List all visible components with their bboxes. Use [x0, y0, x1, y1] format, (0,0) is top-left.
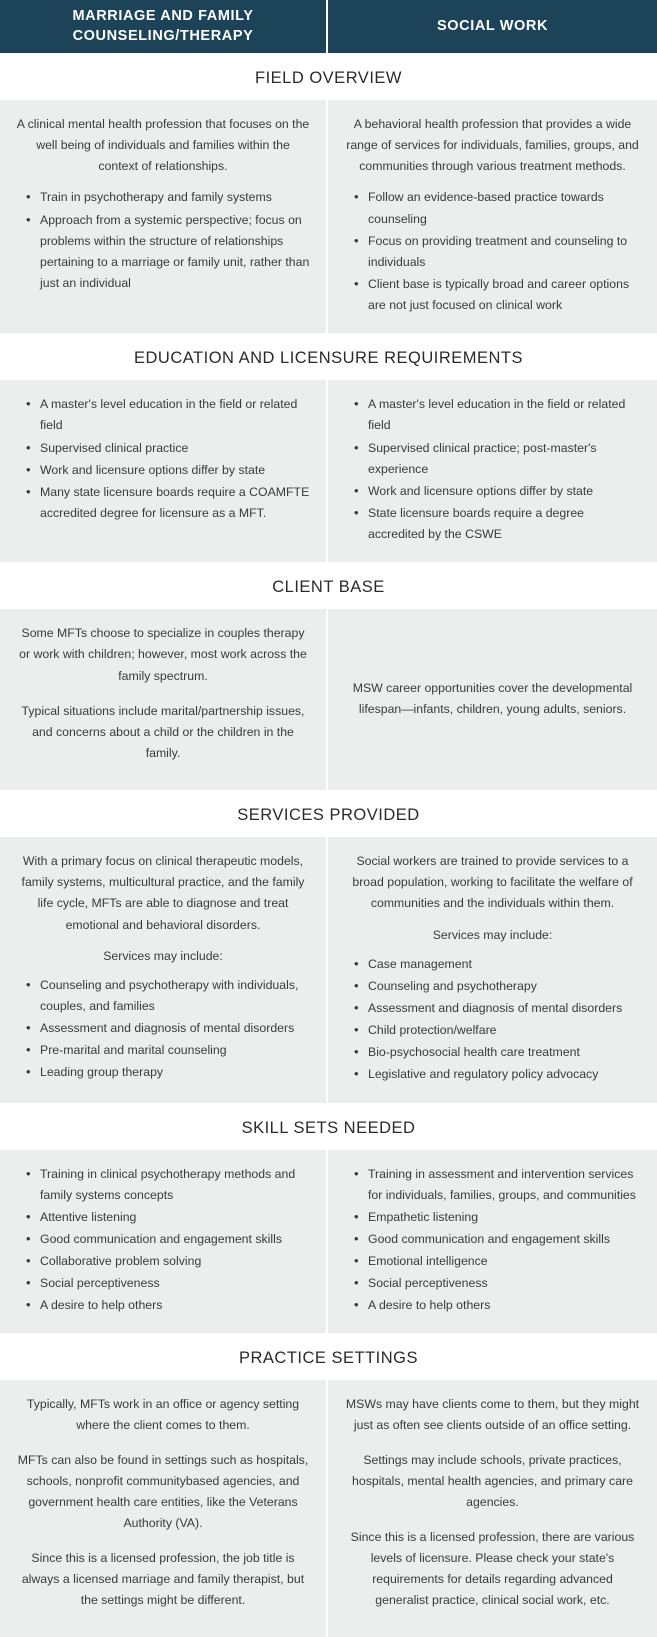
header-column-mft: MARRIAGE AND FAMILY COUNSELING/THERAPY	[0, 0, 328, 53]
list-item: • Supervised clinical practice	[30, 438, 310, 459]
list-item: • A master's level education in the field or related field	[30, 394, 310, 436]
section-row-skill-sets	[0, 1150, 657, 1334]
paragraph: A clinical mental health profession that focuses on the well being of individuals and families within the context of relationships.	[16, 117, 310, 174]
list-item: • A desire to help others	[30, 1295, 310, 1316]
cell-sw-services-provided	[328, 837, 657, 1102]
section-row-client-base	[0, 609, 657, 790]
bullet-list	[344, 394, 641, 545]
cell-sw-practice-settings	[328, 1380, 657, 1636]
list-item: • Leading group therapy	[30, 1062, 310, 1083]
list-item: • Legislative and regulatory policy advocacy	[358, 1064, 641, 1085]
list-item: • Counseling and psychotherapy	[358, 976, 641, 997]
list-item: • Child protection/welfare	[358, 1020, 641, 1041]
paragraph: Social workers are trained to provide services to a broad population, working to facilitate the welfare of communities and the individuals within them.	[352, 854, 633, 911]
cell-sw-field-overview	[328, 100, 657, 333]
list-item: • Good communication and engagement skills	[30, 1229, 310, 1250]
list-item: • Emotional intelligence	[358, 1251, 641, 1272]
list-item: • Counseling and psychotherapy with individuals, couples, and families	[30, 975, 310, 1017]
list-item: • A master's level education in the field or related field	[358, 394, 641, 436]
section-title-education-licensure: EDUCATION AND LICENSURE REQUIREMENTS	[0, 333, 657, 380]
section-row-services-provided	[0, 837, 657, 1102]
paragraph: Since this is a licensed profession, there are various levels of licensure. Please check your state's requirements for details regarding advanced generalist practice, clinical social work, etc.	[350, 1529, 635, 1607]
bullet-list	[344, 187, 641, 316]
list-item: • Empathetic listening	[358, 1207, 641, 1228]
list-item: • Train in psychotherapy and family systems	[30, 187, 310, 208]
list-item: • Many state licensure boards require a COAMFTE accredited degree for licensure as a MFT.	[30, 482, 310, 524]
table-header	[0, 0, 657, 53]
cell-mft-field-overview	[0, 100, 328, 333]
bullet-list	[16, 975, 310, 1084]
paragraph: Typical situations include marital/partnership issues, and concerns about a child or the children in the family.	[21, 703, 305, 760]
list-item: • Approach from a systemic perspective; focus on problems within the structure of relationships pertaining to a marriage or family unit, rather than just an individual	[30, 210, 310, 295]
list-item: • Pre-marital and marital counseling	[30, 1040, 310, 1061]
paragraph: Settings may include schools, private practices, hospitals, mental health agencies, and primary care agencies.	[352, 1453, 633, 1510]
bullet-list	[16, 1164, 310, 1317]
section-title-skill-sets: SKILL SETS NEEDED	[0, 1103, 657, 1150]
list-item: • Case management	[358, 954, 641, 975]
section-title-practice-settings: PRACTICE SETTINGS	[0, 1333, 657, 1380]
cell-mft-practice-settings	[0, 1380, 328, 1636]
list-item: • Social perceptiveness	[358, 1273, 641, 1294]
cell-mft-skill-sets	[0, 1150, 328, 1334]
paragraph: MFTs can also be found in settings such as hospitals, schools, nonprofit communitybased agencies, and government health care entities, like the Veterans Authority (VA).	[17, 1453, 309, 1530]
list-item: • Assessment and diagnosis of mental disorders	[358, 998, 641, 1019]
list-item: • State licensure boards require a degree accredited by the CSWE	[358, 503, 641, 545]
paragraph: Since this is a licensed profession, the job title is always a licensed marriage and family therapist, but the settings might be different.	[21, 1550, 305, 1607]
list-item: • Work and licensure options differ by state	[358, 481, 641, 502]
list-item: • Social perceptiveness	[30, 1273, 310, 1294]
cell-mft-education-licensure	[0, 380, 328, 562]
paragraph: Some MFTs choose to specialize in couples therapy or work with children; however, most work across the family spectrum.	[19, 626, 307, 683]
bullet-list	[16, 394, 310, 524]
services-lead-in: Services may include:	[432, 927, 553, 942]
list-item: • Training in clinical psychotherapy methods and family systems concepts	[30, 1164, 310, 1206]
paragraph: MSWs may have clients come to them, but they might just as often see clients outside of an office setting.	[345, 1397, 640, 1433]
section-row-practice-settings	[0, 1380, 657, 1636]
paragraph: With a primary focus on clinical therapeutic models, family systems, multicultural practice, and the family life cycle, MFTs are able to diagnose and treat emotional and behavioral disorders.	[21, 854, 305, 932]
paragraph: MSW career opportunities cover the developmental lifespan—infants, children, young adults, seniors.	[352, 680, 633, 716]
list-item: • Attentive listening	[30, 1207, 310, 1228]
list-item: • Client base is typically broad and career options are not just focused on clinical work	[358, 274, 641, 316]
list-item: • Training in assessment and intervention services for individuals, families, groups, and communities	[358, 1164, 641, 1206]
section-title-services-provided: SERVICES PROVIDED	[0, 790, 657, 837]
list-item: • Focus on providing treatment and counseling to individuals	[358, 231, 641, 273]
list-item: • A desire to help others	[358, 1295, 641, 1316]
list-item: • Collaborative problem solving	[30, 1251, 310, 1272]
list-item: • Good communication and engagement skills	[358, 1229, 641, 1250]
list-item: • Work and licensure options differ by state	[30, 460, 310, 481]
paragraph: Typically, MFTs work in an office or agency setting where the client comes to them.	[26, 1397, 300, 1433]
list-item: • Follow an evidence-based practice towards counseling	[358, 187, 641, 229]
list-item: • Bio-psychosocial health care treatment	[358, 1042, 641, 1063]
bullet-list	[16, 187, 310, 294]
section-row-education-licensure	[0, 380, 657, 562]
services-lead-in: Services may include:	[103, 948, 223, 963]
paragraph: A behavioral health profession that provides a wide range of services for individuals, families, groups, and communities through various treatment methods.	[346, 117, 639, 174]
list-item: • Assessment and diagnosis of mental disorders	[30, 1018, 310, 1039]
cell-sw-skill-sets	[328, 1150, 657, 1334]
section-title-client-base: CLIENT BASE	[0, 562, 657, 609]
cell-sw-client-base	[328, 609, 657, 790]
cell-mft-services-provided	[0, 837, 328, 1102]
cell-sw-education-licensure	[328, 380, 657, 562]
section-row-field-overview	[0, 100, 657, 333]
section-title-field-overview: FIELD OVERVIEW	[0, 53, 657, 100]
bullet-list	[344, 1164, 641, 1317]
header-column-social-work: SOCIAL WORK	[328, 0, 657, 53]
list-item: • Supervised clinical practice; post-master's experience	[358, 438, 641, 480]
cell-mft-client-base	[0, 609, 328, 790]
bullet-list	[344, 954, 641, 1086]
